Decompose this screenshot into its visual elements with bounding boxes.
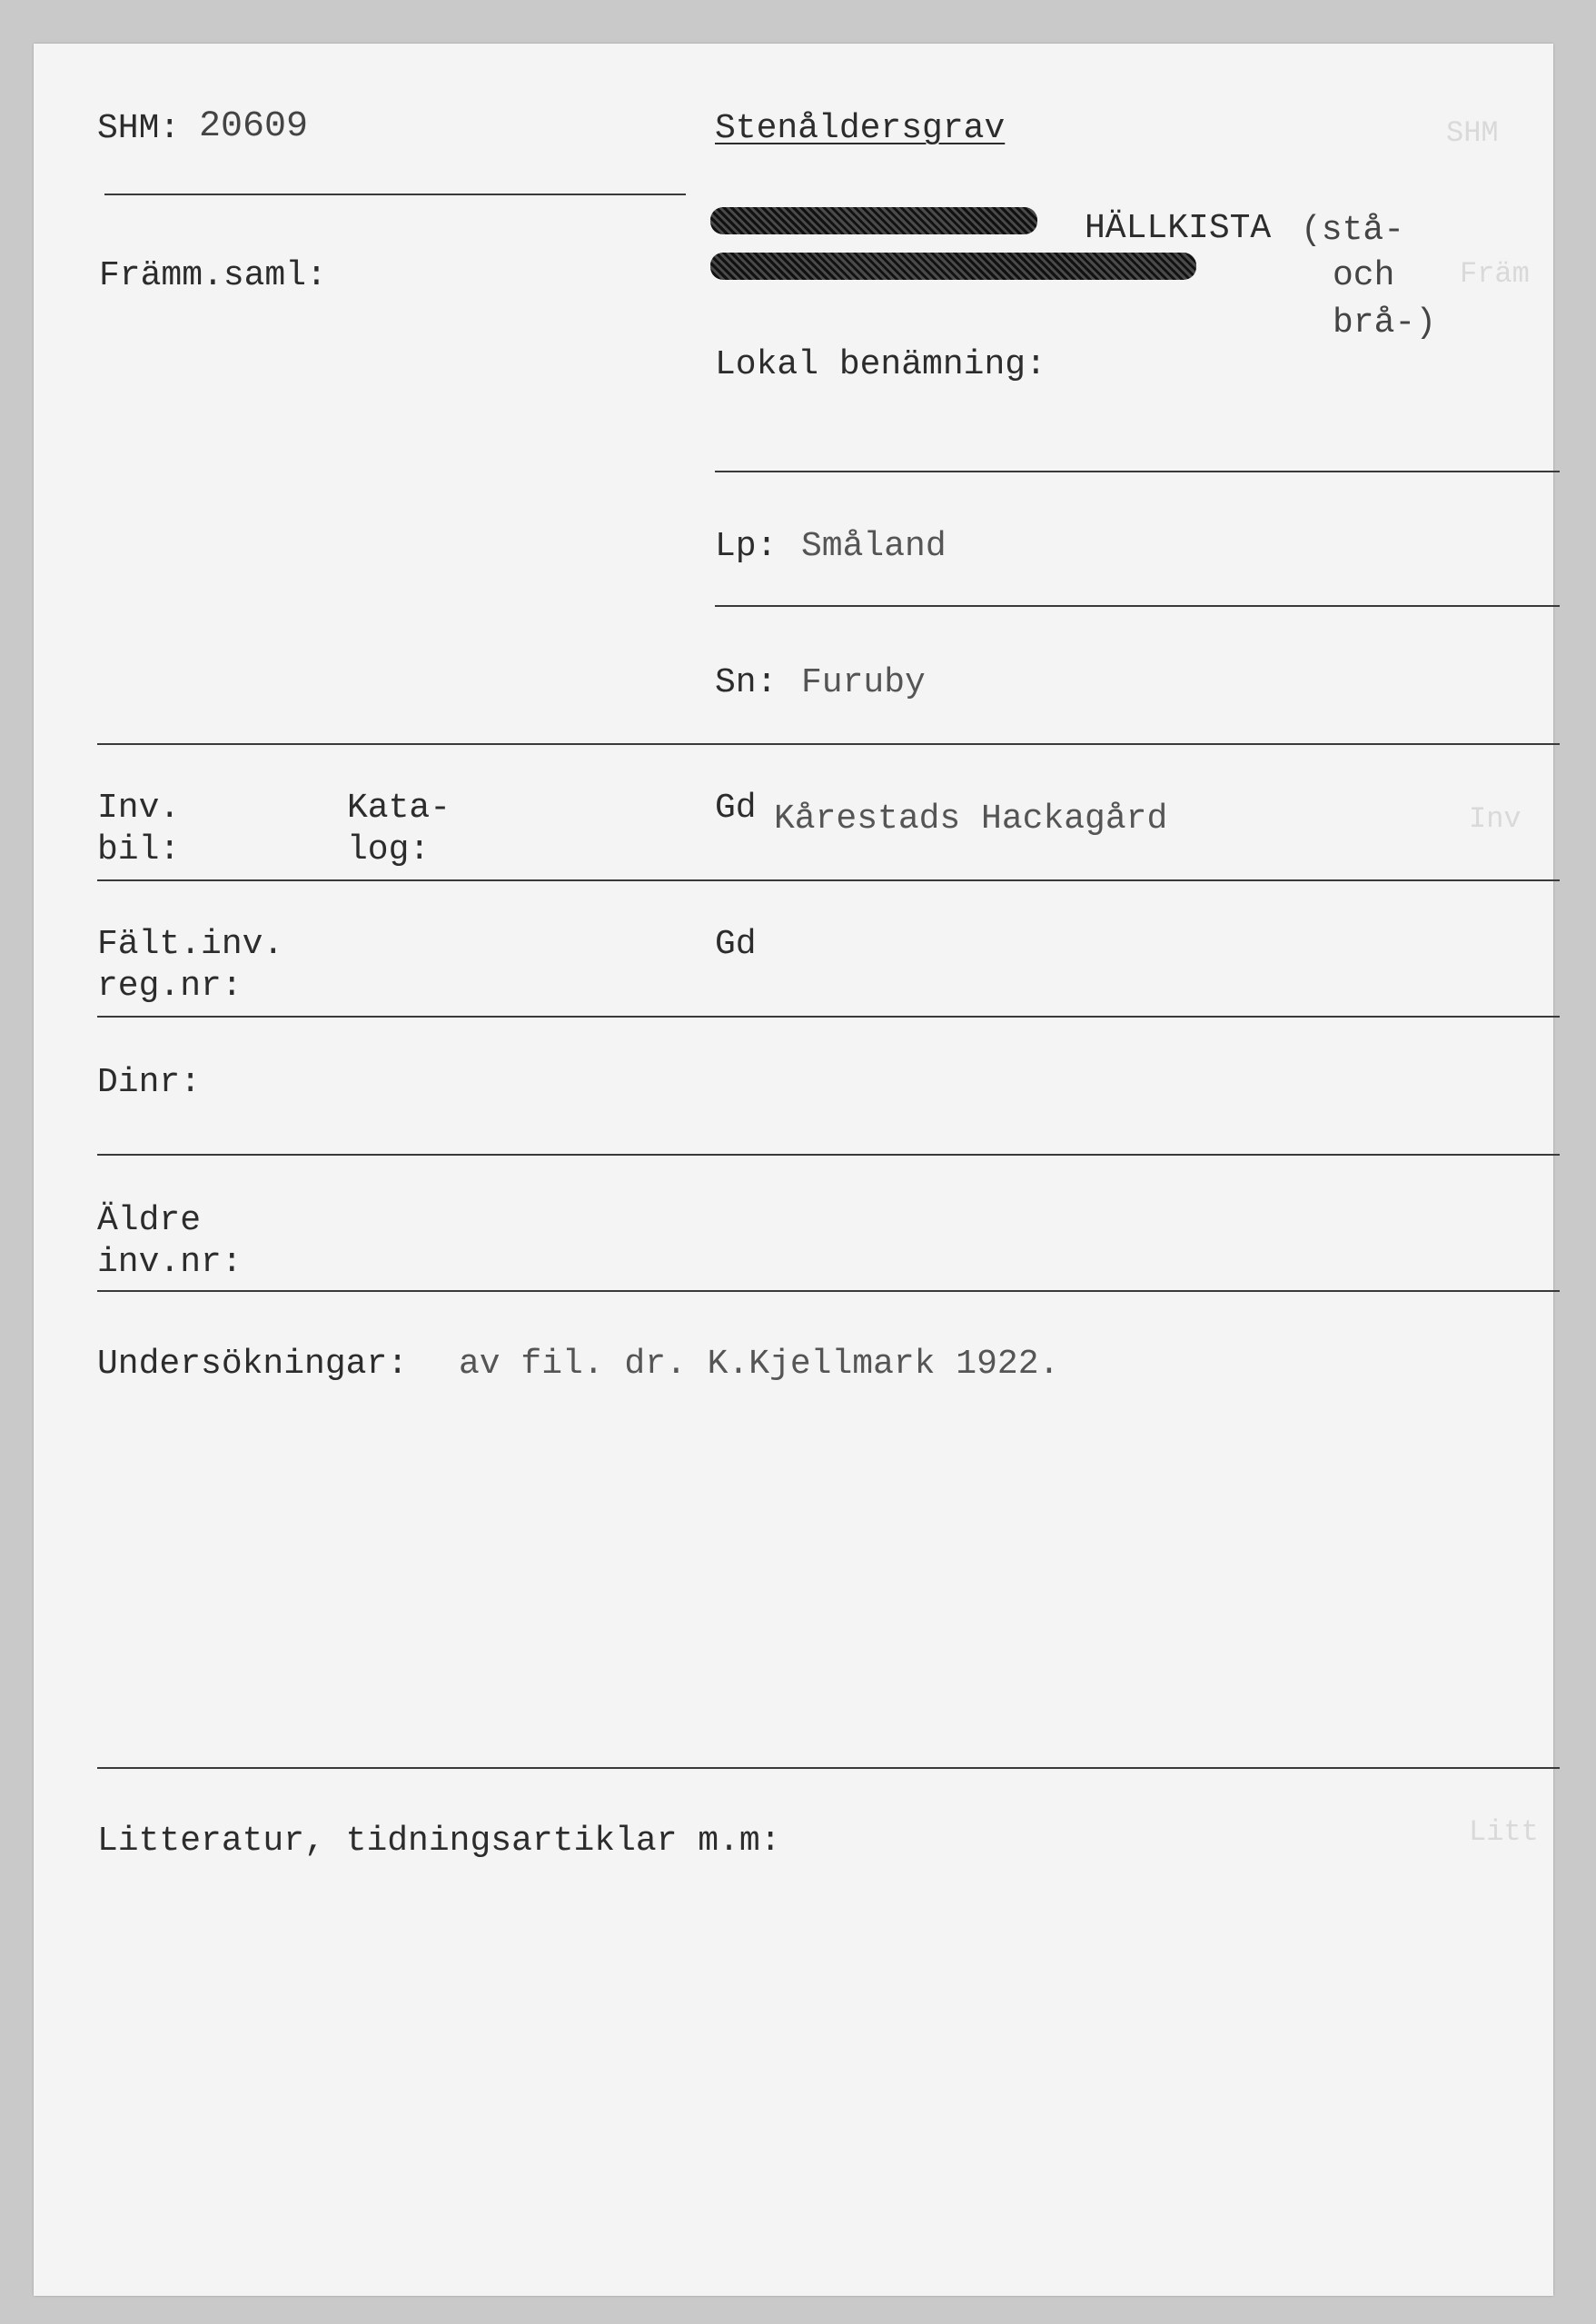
aldre-inv-label: inv.nr:	[97, 1243, 243, 1282]
lp-label: Lp:	[715, 527, 778, 566]
divider	[97, 1016, 1560, 1018]
divider	[715, 471, 1560, 472]
redaction-mark	[710, 253, 1196, 280]
lp-value: Småland	[801, 527, 947, 566]
katalog-label: log:	[347, 830, 431, 869]
lokal-benamning-label: Lokal benämning:	[715, 345, 1046, 384]
gd-value: Kårestads Hackagård	[774, 799, 1168, 839]
ghost-text: SHM	[1446, 116, 1499, 150]
inv-label: bil:	[97, 830, 181, 869]
redaction-mark	[710, 207, 1037, 234]
dinr-label: Dinr:	[97, 1063, 202, 1102]
shm-label: SHM:	[97, 109, 181, 148]
index-card	[34, 44, 1553, 2296]
divider	[97, 1767, 1560, 1769]
divider	[104, 194, 686, 195]
undersokningar-label: Undersökningar:	[97, 1345, 409, 1384]
litteratur-label: Litteratur, tidningsartiklar m.m:	[97, 1822, 781, 1861]
gd-label-2: Gd	[715, 925, 757, 964]
divider	[97, 1290, 1560, 1292]
category-title: Stenåldersgrav	[715, 109, 1006, 148]
inv-label: Inv.	[97, 789, 181, 828]
grave-type-note: brå-)	[1333, 303, 1437, 343]
grave-type-note: och	[1333, 256, 1395, 295]
sn-value: Furuby	[801, 663, 926, 702]
aldre-inv-label: Äldre	[97, 1201, 202, 1240]
grave-type: HÄLLKISTA	[1085, 209, 1272, 248]
falt-inv-label: Fält.inv.	[97, 925, 284, 964]
framm-saml-label: Främm.saml:	[99, 256, 327, 295]
katalog-label: Kata-	[347, 789, 451, 828]
ghost-text: Litt	[1469, 1815, 1539, 1849]
divider	[97, 879, 1560, 881]
grave-type-note: (stå-	[1301, 211, 1405, 250]
divider	[715, 605, 1560, 607]
sn-label: Sn:	[715, 663, 778, 702]
divider	[97, 743, 1560, 745]
divider	[97, 1154, 1560, 1156]
ghost-text: Främ	[1460, 257, 1530, 291]
gd-label: Gd	[715, 789, 757, 828]
falt-inv-label: reg.nr:	[97, 967, 243, 1006]
shm-value: 20609	[199, 106, 309, 147]
undersokningar-value: av fil. dr. K.Kjellmark 1922.	[459, 1345, 1060, 1384]
ghost-text: Inv	[1469, 802, 1522, 836]
